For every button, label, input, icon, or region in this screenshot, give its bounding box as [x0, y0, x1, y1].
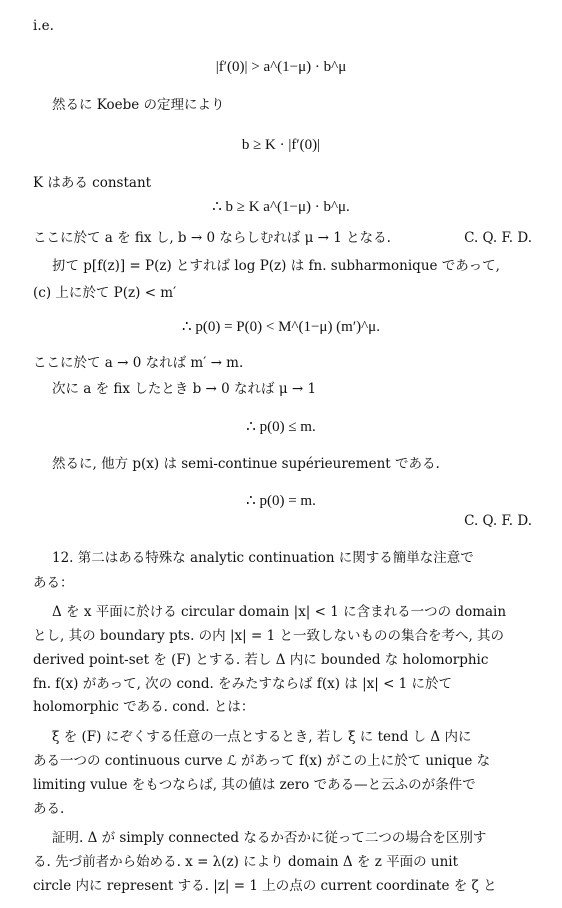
text-line: とし, 其の boundary pts. の内 |x| = 1 と一致しないものの集合を考へ, 其の: [33, 628, 505, 644]
text-line: ここに於て a → 0 なれば m′ → m.: [33, 355, 244, 371]
text-line: derived point-set を (F) とする. 若し Δ 内に bounded な holomorphic: [33, 652, 489, 668]
text-line: fn. f(x) があって, 次の cond. をみたすならば f(x) は |x| < 1 に於て: [33, 676, 453, 692]
text-line: ここに於て a を fix し, b → 0 ならしむれば μ → 1 となる.: [33, 230, 391, 246]
equation: |f′(0)| > a^(1−μ) · b^μ: [215, 59, 347, 75]
text-line: 然るに, 他方 p(x) は semi-continue supérieurement である.: [52, 456, 440, 472]
text-line: ある：: [33, 575, 74, 591]
text-line: K はある constant: [33, 175, 152, 191]
text-line: holomorphic である. cond. とは：: [33, 699, 255, 715]
text-line: ある.: [33, 801, 65, 817]
section-heading: 12. 第二はある特殊な analytic continuation に関する簡単な注意で: [52, 550, 474, 566]
text-line: 証明. Δ が simply connected なるか否かに従って二つの場合を区別す: [52, 830, 487, 846]
text-line: ξ を (F) にぞくする任意の一点とするとき, 若し ξ に tend し Δ 内に: [52, 729, 472, 745]
equation: ∴ b ≥ K a^(1−μ) · b^μ.: [212, 199, 350, 215]
text-line: Δ を x 平面に於ける circular domain |x| < 1 に含まれる一つの domain: [52, 604, 507, 620]
text-line: 扨て p[f(z)] = P(z) とすれば log P(z) は fn. subharmonique であって,: [52, 258, 500, 274]
equation: ∴ p(0) = P(0) < M^(1−μ) (m′)^μ.: [182, 319, 380, 335]
text-line: circle 内に represent する. |z| = 1 上の点の current coordinate を ζ と: [33, 878, 497, 894]
text-line: (c) 上に於て P(z) < m′: [33, 285, 177, 301]
qed-mark: C. Q. F. D.: [464, 230, 532, 246]
equation: ∴ p(0) ≤ m.: [246, 419, 316, 435]
equation: ∴ p(0) = m.: [246, 493, 316, 509]
text-line: ある一つの continuous curve ℒ があって f(x) がこの上に於て unique な: [33, 753, 491, 769]
text-line: i.e.: [33, 18, 54, 34]
qed-mark: C. Q. F. D.: [464, 513, 532, 529]
text-line: 次に a を fix したとき b → 0 なれば μ → 1: [52, 381, 317, 397]
text-line: る. 先づ前者から始める. x = λ(z) により domain Δ を z 平面の unit: [33, 854, 459, 870]
text-line: limiting vulue をもつならば, 其の値は zero である—と云ふのが条件で: [33, 777, 476, 793]
text-line: 然るに Koebe の定理により: [52, 97, 225, 113]
equation: b ≥ K · |f′(0)|: [241, 137, 321, 153]
